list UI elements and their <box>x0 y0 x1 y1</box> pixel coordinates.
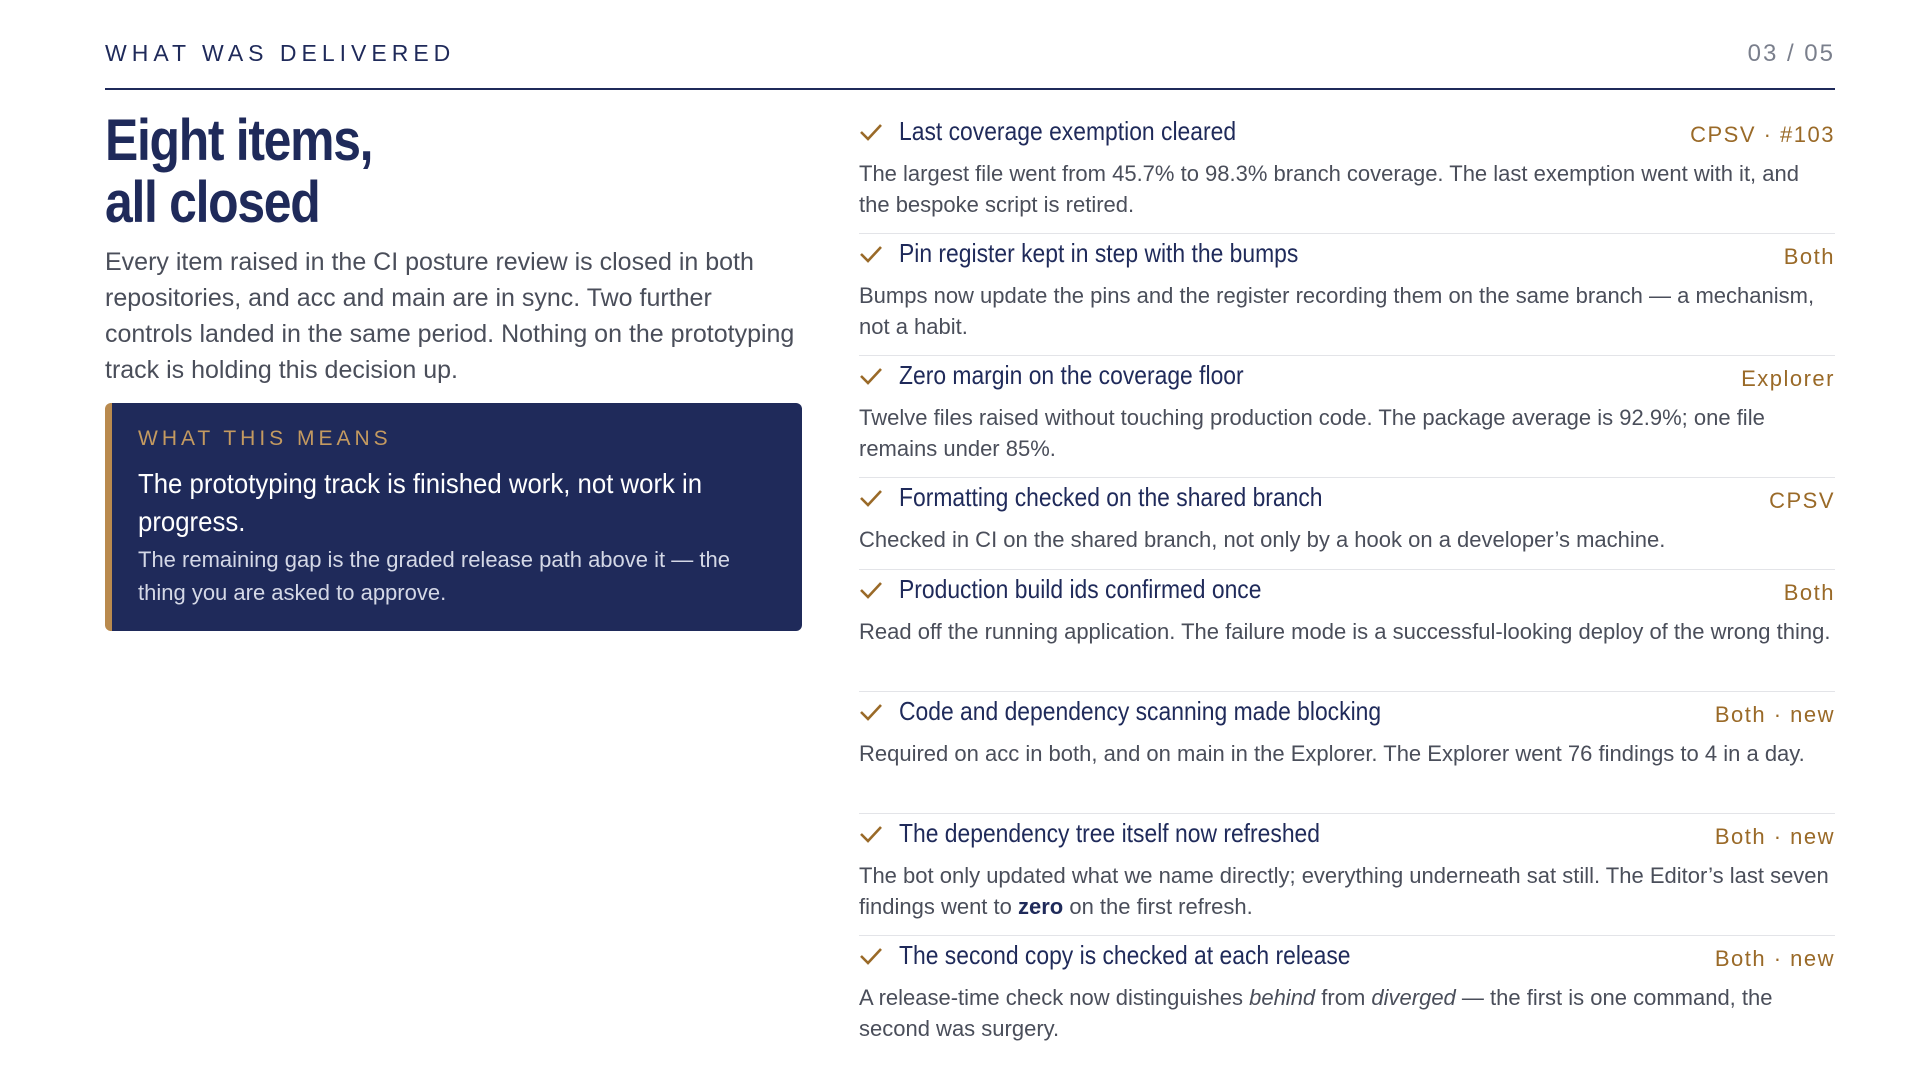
list-item <box>859 356 1835 478</box>
check-icon <box>859 580 883 600</box>
item-title: Production build ids confirmed once <box>899 574 1262 604</box>
list-item <box>859 936 1835 1058</box>
item-description <box>859 982 1835 1044</box>
item-title: Pin register kept in step with the bumps <box>899 238 1299 268</box>
list-item <box>859 112 1835 234</box>
check-icon <box>859 702 883 722</box>
check-icon <box>859 946 883 966</box>
header <box>105 40 1835 90</box>
list-item <box>859 570 1835 692</box>
desc-italic: diverged <box>1371 985 1456 1010</box>
desc-text: on the first refresh. <box>1063 894 1253 919</box>
item-description: Twelve files raised without touching production code. The package average is 92.9%; one file remains under 85%. <box>859 405 1765 461</box>
check-icon <box>859 366 883 386</box>
item-tag: Both · new <box>1714 946 1835 971</box>
check-icon <box>859 824 883 844</box>
item-title: The second copy is checked at each release <box>899 940 1351 970</box>
item-description: The largest file went from 45.7% to 98.3% branch coverage. The last exemption went with it, and the bespoke script is retired. <box>859 161 1799 217</box>
desc-emphasis: zero <box>1017 894 1064 919</box>
item-description: Required on acc in both, and on main in the Explorer. The Explorer went 76 findings to 4 in a day. <box>859 741 1805 766</box>
item-tag: CPSV <box>1769 488 1835 513</box>
desc-text: from <box>1315 985 1372 1010</box>
callout-headline: The prototyping track is finished work, not work in progress. <box>138 468 703 537</box>
callout-body: The remaining gap is the graded release path above it — the thing you are asked to approve. <box>138 547 730 605</box>
item-description: Read off the running application. The failure mode is a successful-looking deploy of the wrong thing. <box>859 619 1831 644</box>
title-line-1: Eight items, <box>105 108 373 173</box>
item-tag: Both · new <box>1714 702 1835 727</box>
check-icon <box>859 122 883 142</box>
check-icon <box>859 244 883 264</box>
item-title: Last coverage exemption cleared <box>899 116 1237 146</box>
desc-text: — the first is one command, the second was surgery. <box>859 985 1773 1041</box>
list-item <box>859 478 1835 570</box>
list-item <box>859 814 1835 936</box>
item-title: Code and dependency scanning made blocking <box>899 696 1382 726</box>
desc-text: The bot only updated what we name directly; everything underneath sat still. The Editor’s last seven findings went to <box>859 863 1829 919</box>
item-title: Formatting checked on the shared branch <box>899 482 1323 512</box>
delivered-items-list <box>859 112 1835 1058</box>
desc-text: A release-time check now distinguishes <box>859 985 1250 1010</box>
item-tag: Both <box>1783 244 1835 269</box>
item-tag: CPSV · #103 <box>1690 122 1835 147</box>
section-eyebrow: WHAT WAS DELIVERED <box>105 40 456 66</box>
item-description: Checked in CI on the shared branch, not only by a hook on a developer’s machine. <box>859 527 1666 552</box>
item-tag: Both <box>1783 580 1835 605</box>
item-description: Bumps now update the pins and the register recording them on the same branch — a mechanism, not a habit. <box>859 283 1815 339</box>
page-title <box>105 110 793 234</box>
check-icon <box>859 488 883 508</box>
item-title: Zero margin on the coverage floor <box>899 360 1244 390</box>
lead-paragraph: Every item raised in the CI posture review is closed in both repositories, and acc and main are in sync. Two further controls landed in the same period. Nothing on the prototyping track is holding this decision up. <box>105 248 795 384</box>
callout-label: WHAT THIS MEANS <box>138 427 392 450</box>
left-column <box>105 110 805 388</box>
desc-italic: behind <box>1249 985 1316 1010</box>
title-line-2: all closed <box>105 170 320 235</box>
item-description <box>859 860 1835 922</box>
list-item <box>859 692 1835 814</box>
page-number: 03 / 05 <box>1747 40 1835 67</box>
callout-box <box>105 403 802 631</box>
item-title: The dependency tree itself now refreshed <box>899 818 1320 848</box>
item-tag: Both · new <box>1714 824 1835 849</box>
list-item <box>859 234 1835 356</box>
item-tag: Explorer <box>1741 366 1835 391</box>
